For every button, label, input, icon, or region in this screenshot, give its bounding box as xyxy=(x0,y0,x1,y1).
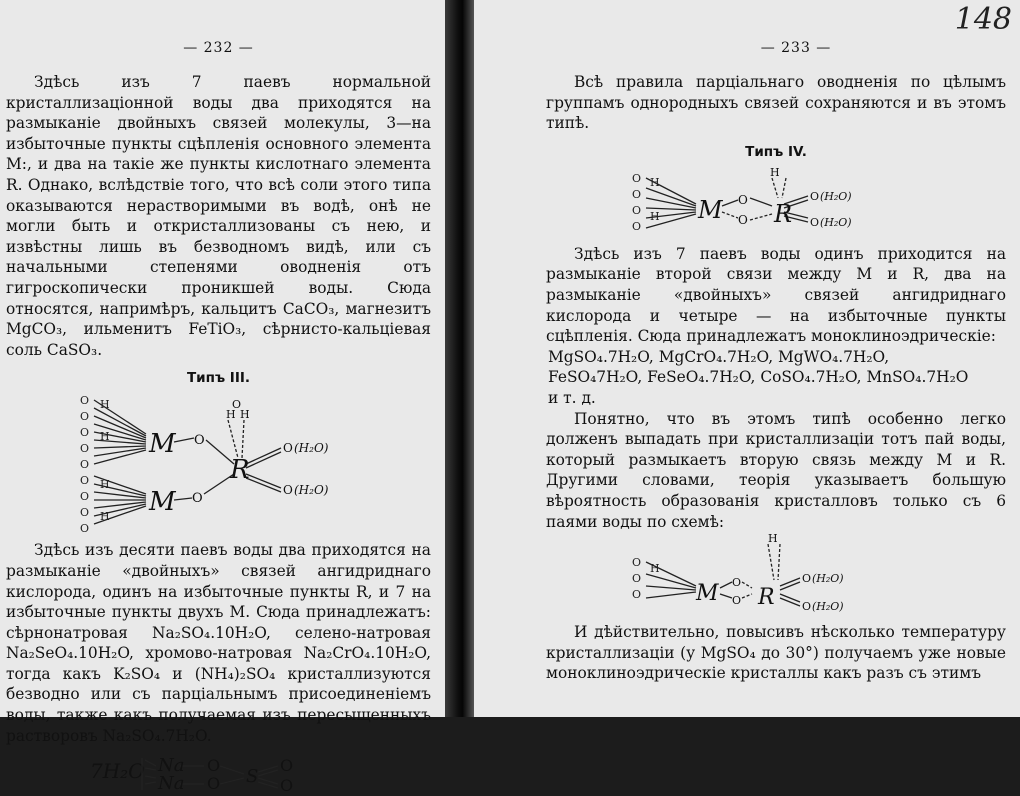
water-o-label: O xyxy=(80,490,90,504)
metal-m-label-bottom: M xyxy=(149,487,176,518)
water-o-label: O xyxy=(80,458,90,472)
formula-o: O xyxy=(207,756,221,776)
formula-o: O xyxy=(280,756,294,776)
water-o-label: O xyxy=(80,410,90,424)
bridge-o-top: O xyxy=(194,433,205,449)
formula-line-2: FeSO₄7H₂O, FeSeO₄.7H₂O, CoSO₄.7H₂O, MnSO₄.7H₂O xyxy=(548,368,969,387)
formula-o: O xyxy=(280,776,294,796)
left-paragraph-2: Здѣсь изъ десяти паевъ воды два приходятся на размыканіе «двойныхъ» связей ангидриднаго кислорода, одинъ на избыточные пункты R, и 7 на избыточные пункты двухъ М. Сюда принадлежатъ: сѣрнонатровая Na₂SO₄.10H₂O, селено-натровая Na₂SeO₄.10H₂O, хромово-натровая Na₂CrO₄.10H₂O, тогда какъ K₂SO₄ и (NH₄)₂SO₄ кристаллизуются безводно или съ парціальнымъ присоединеніемъ воды, также какъ получаемая изъ пересыщенныхъ растворовъ Na₂SO₄.7H₂O. xyxy=(6,541,431,745)
metal-m-label-top: M xyxy=(149,429,176,460)
water-o-label: O xyxy=(80,442,90,456)
water-o-label: O xyxy=(80,394,90,408)
page-number-right: — 233 — xyxy=(760,40,832,56)
right-paragraph-3: Понятно, что въ этомъ типѣ особенно легко долженъ выпадать при кристаллизаціи тотъ пай воды, который размыкаетъ вторую связь между М и R. Другими словами, теорія указываетъ большую вѣроятность образованія кристалловъ только съ 6 паями воды по схемѣ: xyxy=(546,409,1006,531)
top-h-label: H xyxy=(768,532,778,546)
water-o-label: O xyxy=(632,588,642,602)
right-paragraph-1: Всѣ правила парціальнаго оводненія по цѣлымъ группамъ однородныхъ связей сохраняются и въ этомъ типѣ. xyxy=(546,73,1006,133)
water-group-label: (H₂O) xyxy=(812,600,844,614)
acid-r-label: R xyxy=(230,455,250,486)
water-h-label: H xyxy=(100,478,110,492)
formula-water-count: 7H₂O xyxy=(90,759,145,784)
right-paragraph-4: И дѣйствительно, повысивъ нѣсколько температуру кристаллизаціи (у MgSO₄ до 30°) получаемъ уже новые моноклиноэдрическіе кристаллы какъ разъ съ этимъ xyxy=(546,623,1006,683)
water-o-label: O xyxy=(80,474,90,488)
water-h-label: H xyxy=(650,175,660,189)
top-h-label: H xyxy=(240,408,250,422)
water-o-label: O xyxy=(80,506,90,520)
formula-na-top: Na xyxy=(158,755,185,777)
oxygen-label: O xyxy=(283,483,293,498)
water-h-label: H xyxy=(100,430,110,444)
right-paragraph-2: Здѣсь изъ 7 паевъ воды одинъ приходится на размыканіе второй связи между М и R, два на размыканіе «двойныхъ» связей ангидриднаго кислорода и четыре — на избыточные пункты сцѣпленія. Сюда принадлежатъ моноклиноэдрическіе: xyxy=(546,244,1006,346)
left-page xyxy=(0,0,445,796)
top-h-label: H xyxy=(226,408,236,422)
water-group-label: (H₂O) xyxy=(294,441,329,456)
water-o-label: O xyxy=(632,572,642,586)
water-o-label: O xyxy=(80,522,90,536)
water-h-label: H xyxy=(100,398,110,412)
handwritten-page-number: 148 xyxy=(954,2,1012,37)
water-group-label: (H₂O) xyxy=(820,215,852,229)
type-iv-heading: Типъ IV. xyxy=(745,143,807,160)
water-h-label: H xyxy=(650,209,660,223)
water-h-label: H xyxy=(650,562,660,576)
formula-line-1: MgSO₄.7H₂O, MgCrO₄.7H₂O, MgWO₄.7H₂O, xyxy=(548,347,890,366)
type-iv-structural-diagram xyxy=(546,164,1006,244)
right-page xyxy=(474,0,1020,717)
top-h-label: H xyxy=(770,165,780,179)
water-o-label: O xyxy=(632,556,642,570)
water-o-label: O xyxy=(632,203,642,217)
oxygen-label: O xyxy=(810,189,820,203)
water-group-label: (H₂O) xyxy=(820,189,852,203)
formula-o: O xyxy=(207,774,221,794)
hexahydrate-structural-diagram xyxy=(546,532,1006,622)
bridge-o-bottom: O xyxy=(192,491,203,507)
acid-r-label: R xyxy=(758,585,775,611)
water-o-label: O xyxy=(632,219,642,233)
metal-m-label: M xyxy=(698,195,723,224)
oxygen-label: O xyxy=(283,441,293,456)
acid-r-label: R xyxy=(774,199,793,228)
formula-s: S xyxy=(246,766,259,788)
formula-na-bottom: Na xyxy=(158,773,185,795)
oxygen-label: O xyxy=(802,572,812,586)
na2so4-7h2o-formula-diagram xyxy=(6,746,431,796)
water-o-label: O xyxy=(632,187,642,201)
left-paragraph-1: Здѣсь изъ 7 паевъ нормальной кристаллизаціонной воды два приходятся на размыканіе двойныхъ связей молекулы, 3—на избыточные пункты сцѣпленія основного элемента М:, и два на такіе же пункты кислотнаго элемента R. Однако, вслѣдствіе того, что всѣ соли этого типа оказываются нерастворимыми въ водѣ, онѣ не могли быть и откристаллизованы съ нею, и извѣстны лишь въ безводномъ видѣ, или съ начальными степенями оводненія отъ гигроскопически проникшей воды. Сюда относятся, напримѣръ, кальцитъ CaCO₃, магнезитъ MgCO₃, ильменитъ FeTiO₃, сѣрнисто-кальціевая соль CaSO₃. xyxy=(6,73,431,359)
water-h-label: H xyxy=(100,510,110,524)
bridge-o: O xyxy=(738,192,748,207)
bridge-o: O xyxy=(732,576,742,590)
bridge-o: O xyxy=(738,212,748,227)
water-group-label: (H₂O) xyxy=(294,483,329,498)
water-o-label: O xyxy=(80,426,90,440)
top-o-label: O xyxy=(232,398,242,412)
type-iii-heading: Типъ III. xyxy=(186,370,251,387)
metal-m-label: M xyxy=(696,581,719,607)
bridge-o: O xyxy=(732,594,742,608)
formula-line-3: и т. д. xyxy=(548,388,596,407)
water-group-label: (H₂O) xyxy=(812,572,844,586)
book-gutter xyxy=(445,0,474,717)
type-iii-structural-diagram xyxy=(6,390,431,540)
water-o-label: O xyxy=(632,171,642,185)
oxygen-label: O xyxy=(810,215,820,229)
oxygen-label: O xyxy=(802,600,812,614)
page-number-left: — 232 — xyxy=(183,40,254,56)
